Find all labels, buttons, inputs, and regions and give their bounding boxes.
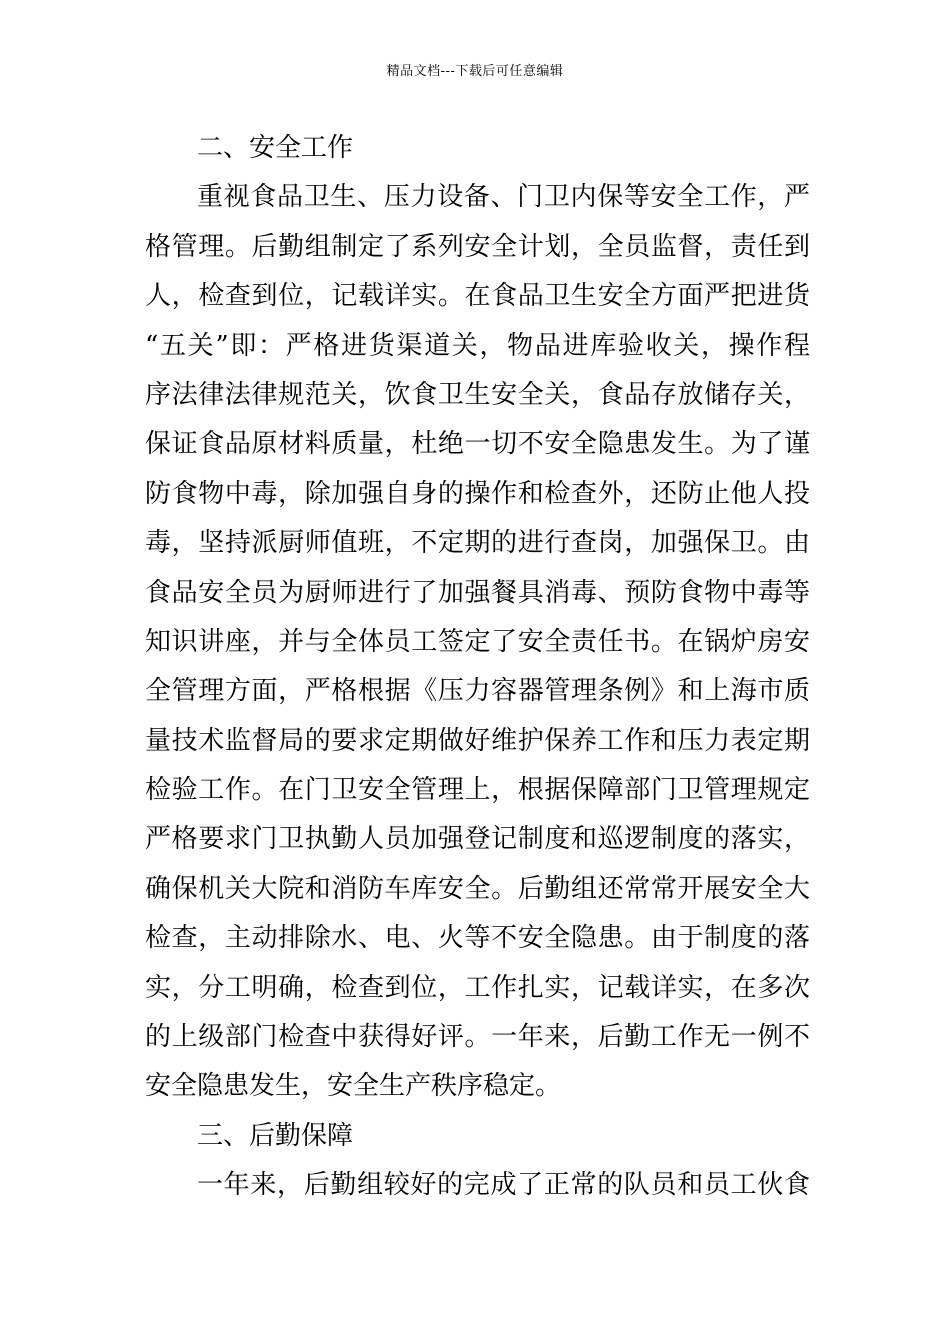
paragraph-line: “五关”即：严格进货渠道关，物品进库验收关，操作程 [145,330,810,361]
paragraph-line: 安全隐患发生，安全生产秩序稳定。 [145,1071,562,1102]
paragraph-line: 一年来，后勤组较好的完成了正常的队员和员工伙食 [197,1170,810,1201]
paragraph-line: 毒，坚持派厨师值班，不定期的进行查岗，加强保卫。由 [145,528,810,559]
paragraph-line: 全管理方面，严格根据《压力容器管理条例》和上海市质 [145,676,810,707]
paragraph-line: 防食物中毒，除加强自身的操作和检查外，还防止他人投 [145,478,810,509]
paragraph-line: 人，检查到位，记载详实。在食品卫生安全方面严把进货 [145,281,810,312]
paragraph-line: 保证食品原材料质量，杜绝一切不安全隐患发生。为了谨 [145,429,810,460]
paragraph-line: 食品安全员为厨师进行了加强餐具消毒、预防食物中毒等 [145,577,810,608]
paragraph-line: 确保机关大院和消防车库安全。后勤组还常常开展安全大 [145,873,810,904]
paragraph-line: 检验工作。在门卫安全管理上，根据保障部门卫管理规定 [145,775,810,806]
section-heading: 二、安全工作 [197,133,354,163]
paragraph-line: 检查，主动排除水、电、火等不安全隐患。由于制度的落 [145,923,810,954]
paragraph-line: 序法律法律规范关，饮食卫生安全关，食品存放储存关， [145,379,810,410]
page-header: 精品文档---下载后可任意编辑 [386,64,564,79]
section-heading: 三、后勤保障 [197,1120,354,1151]
paragraph-line: 的上级部门检查中获得好评。一年来，后勤工作无一例不 [145,1022,810,1053]
paragraph-line: 量技术监督局的要求定期做好维护保养工作和压力表定期 [145,725,810,756]
document-body [145,124,810,1211]
paragraph-line: 严格要求门卫执勤人员加强登记制度和巡逻制度的落实， [145,824,810,855]
paragraph-line: 实，分工明确，检查到位，工作扎实，记载详实，在多次 [145,972,810,1003]
paragraph-line: 知识讲座，并与全体员工签定了安全责任书。在锅炉房安 [145,626,810,657]
paragraph-line: 格管理。后勤组制定了系列安全计划，全员监督，责任到 [145,231,810,262]
paragraph-line: 重视食品卫生、压力设备、门卫内保等安全工作，严 [197,182,810,213]
